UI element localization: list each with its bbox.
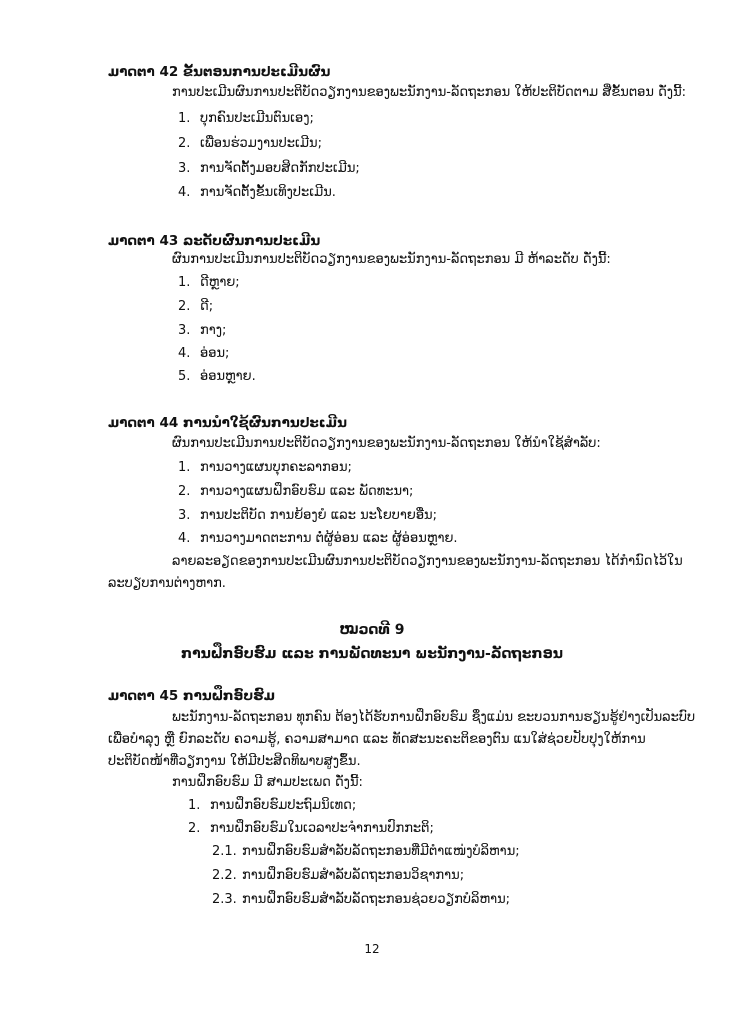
article-44-intro: ຜົນການປະເມີນການປະຕິບັດວຽກງານຂອງພະນັກງານ-ລັດຖະກອນ ໃຫ້ນຳໃຊ້ສຳລັບ: [172,436,601,451]
article-42-item-1: 1. ບຸກຄົນປະເມີນຕົນເອງ; [178,111,314,126]
article-43-item-4: 4. ອ່ອນ; [178,346,230,361]
article-45-item-1: 1. ການຝຶກອົບຮົມປະຖົມນິເທດ; [188,798,357,813]
article-45-para-line-1: ພະນັກງານ-ລັດຖະກອນ ທຸກຄົນ ຕ້ອງໄດ້ຮັບການຝຶກອົບຮົມ ຊຶ່ງແມ່ນ ຂະບວນການຮຽນຮູ້ຢ່າງເປັນລະບົບ [172,710,696,725]
article-42-item-2: 2. ເພື່ອນຮ່ວມງານປະເມີນ; [178,136,322,151]
article-43-item-3: 3. ກາງ; [178,323,227,338]
article-42-item-4: 4. ການຈັດຕັ້ງຂັ້ນເທິງປະເມີນ. [178,185,336,200]
article-43-intro: ຜົນການປະເມີນການປະຕິບັດວຽກງານຂອງພະນັກງານ-ລັດຖະກອນ ມີ ຫ້າລະດັບ ດັ່ງນີ້: [172,252,611,267]
article-44-item-2: 2. ການວາງແຜນຝຶກອົບຮົມ ແລະ ພັດທະນາ; [178,484,414,499]
article-44-item-3: 3. ການປະຕິບັດ ການຍ້ອງຍໍ ແລະ ນະໂຍບາຍອື່ນ; [178,508,438,523]
article-45-subitem-1: 2.1. ການຝຶກອົບຮົມສຳລັບລັດຖະກອນທີ່ມີຕຳແໜ່ງບໍລິຫານ; [212,844,520,859]
article-45-item-2: 2. ການຝຶກອົບຮົມໃນເວລາປະຈຳການປົກກະຕິ; [188,821,434,836]
article-43-item-1: 1. ດີຫຼາຍ; [178,275,240,290]
article-45-heading: ມາດຕາ 45 ການຝຶກອົບຮົມ [108,688,276,704]
article-42-intro: ການປະເມີນຜົນການປະຕິບັດວຽກງານຂອງພະນັກງານ-ລັດຖະກອນ ໃຫ້ປະຕິບັດຕາມ ສີ່ຂັ້ນຕອນ ດັ່ງນີ້: [172,85,687,100]
article-43-heading: ມາດຕາ 43 ລະດັບຜົນການປະເມີນ [108,233,321,249]
article-45-para-line-2: ເພື່ອບຳລຸງ ຫຼື ຍົກລະດັບ ຄວາມຮູ້, ຄວາມສາມາດ ແລະ ທັດສະນະຄະຕິຂອງຕົນ ແນໃສ່ຊ່ວຍປັບປຸງໃຫ້ການ [108,732,646,747]
article-44-closing-line-2: ລະບຽບການຕ່າງຫາກ. [108,576,226,591]
article-43-item-5: 5. ອ່ອນຫຼາຍ. [178,369,256,384]
article-45-types-intro: ການຝຶກອົບຮົມ ມີ ສາມປະເພດ ດັ່ງນີ້: [172,775,363,790]
article-45-subitem-3: 2.3. ການຝຶກອົບຮົມສຳລັບລັດຖະກອນຊ່ວຍວຽກບໍລິຫານ; [212,892,511,907]
article-44-item-4: 4. ການວາງມາດຕະການ ຕໍ່ຜູ້ອ່ອນ ແລະ ຜູ້ອ່ອນຫຼາຍ. [178,531,458,546]
article-44-closing-line-1: ລາຍລະອຽດຂອງການປະເມີນຜົນການປະຕິບັດວຽກງານຂອງພະນັກງານ-ລັດຖະກອນ ໄດ້ກຳນົດໄວ້ໃນ [172,554,683,569]
article-43-item-2: 2. ດີ; [178,299,214,314]
chapter-title: ການຝຶກອົບຮົມ ແລະ ການພັດທະນາ ພະນັກງານ-ລັດຖະກອນ [181,646,563,662]
chapter-label: ໝວດທີ 9 [339,622,405,638]
page-number: 12 [364,942,380,956]
article-44-heading: ມາດຕາ 44 ການນຳໃຊ້ຜົນການປະເມີນ [108,415,347,431]
article-45-para-line-3: ປະຕິບັດໜ້າທີ່ວຽກງານ ໃຫ້ມີປະສິດທິພາບສູງຂຶ້ນ. [108,754,361,769]
article-45-subitem-2: 2.2. ການຝຶກອົບຮົມສຳລັບລັດຖະກອນວິຊາການ; [212,868,465,883]
article-44-item-1: 1. ການວາງແຜນບຸກຄະລາກອນ; [178,460,352,475]
article-42-heading: ມາດຕາ 42 ຂັ້ນຕອນການປະເມີນຜົນ [108,64,331,80]
article-42-item-3: 3. ການຈັດຕັ້ງມອບສິດກັກປະເມີນ; [178,161,360,176]
